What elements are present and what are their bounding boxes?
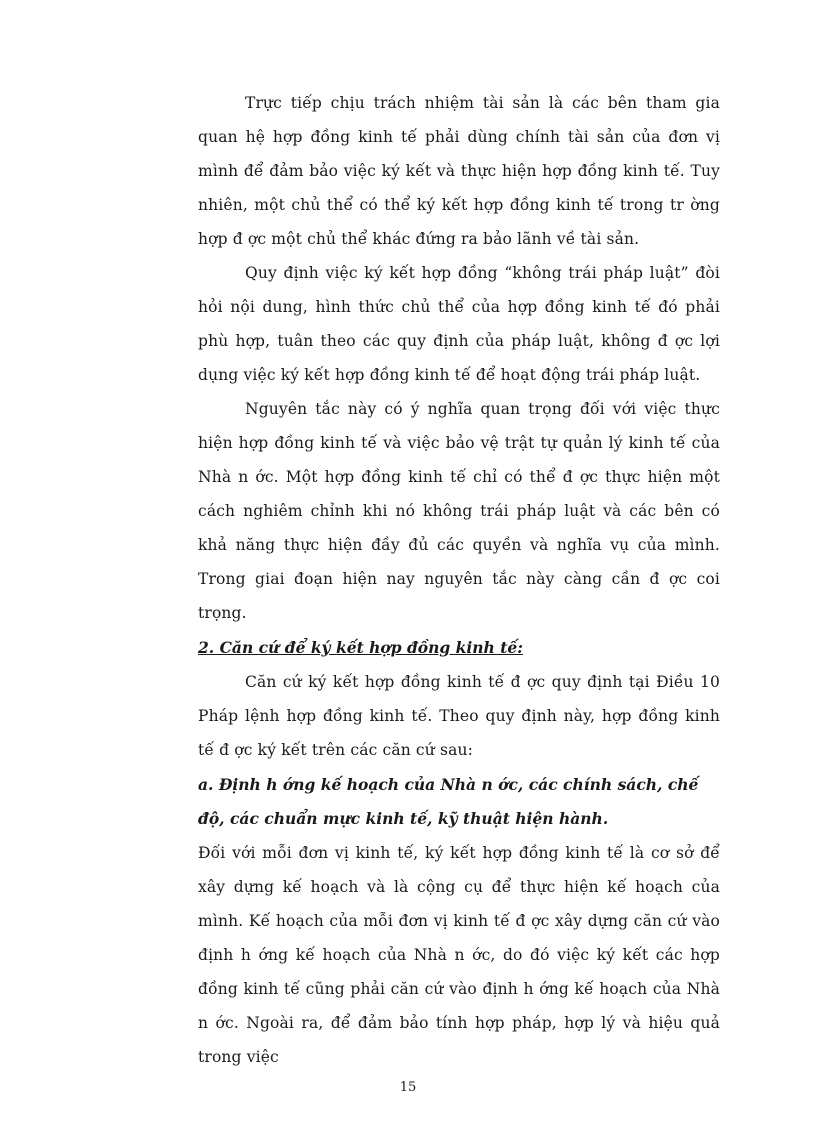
page-number: 15 — [399, 1080, 417, 1095]
paragraph-legal-basis: Căn cứ ký kết hợp đồng kinh tế đ ợc quy định tại Điều 10 Pháp lệnh hợp đồng kinh tế. Theo quy định này, hợp đồng kinh tế đ ợc ký kết trên các căn cứ sau: — [198, 673, 720, 759]
paragraph-property-liability: Trực tiếp chịu trách nhiệm tài sản là các bên tham gia quan hệ hợp đồng kinh tế phải dùng chính tài sản của đơn vị mình để đảm bảo việc ký kết và thực hiện hợp đồng kinh tế. Tuy nhiên, một chủ thể có thể ký kết hợp đồng kinh tế trong tr ờng hợp đ ợc một chủ thể khác đứng ra bảo lãnh về tài sản. — [198, 94, 720, 248]
section-heading: 2. Căn cứ để ký kết hợp đồng kinh tế: — [198, 638, 523, 657]
paragraph-principle-significance: Nguyên tắc này có ý nghĩa quan trọng đối với việc thực hiện hợp đồng kinh tế và việc bảo vệ trật tự quản lý kinh tế của Nhà n ớc. Một hợp đồng kinh tế chỉ có thể đ ợc thực hiện một cách nghiêm chỉnh khi nó không trái pháp luật và các bên có khả năng thực hiện đầy đủ các quyền và nghĩa vụ của mình. Trong giai đoạn hiện nay nguyên tắc này càng cần đ ợc coi trọng. — [198, 400, 720, 622]
sub-heading-state-plan: a. Định h ớng kế hoạch của Nhà n ớc, các chính sách, chế độ, các chuẩn mực kinh tế, kỹ thuật hiện hành. — [198, 775, 699, 828]
paragraph-economic-units: Đối với mỗi đơn vị kinh tế, ký kết hợp đồng kinh tế là cơ sở để xây dựng kế hoạch và là cộng cụ để thực hiện kế hoạch của mình. Kế hoạch của mỗi đơn vị kinh tế đ ợc xây dựng căn cứ vào định h ớng kế hoạch của Nhà n ớc, do đó việc ký kết các hợp đồng kinh tế cũng phải căn cứ vào định h ớng kế hoạch của Nhà n ớc. Ngoài ra, để đảm bảo tính hợp pháp, hợp lý và hiệu quả trong việc — [198, 844, 720, 1066]
page-body — [198, 86, 720, 1074]
paragraph-not-contrary-to-law: Quy định việc ký kết hợp đồng “không trái pháp luật” đòi hỏi nội dung, hình thức chủ thể của hợp đồng kinh tế đó phải phù hợp, tuân theo các quy định của pháp luật, không đ ợc lợi dụng việc ký kết hợp đồng kinh tế để hoạt động trái pháp luật. — [198, 264, 720, 384]
